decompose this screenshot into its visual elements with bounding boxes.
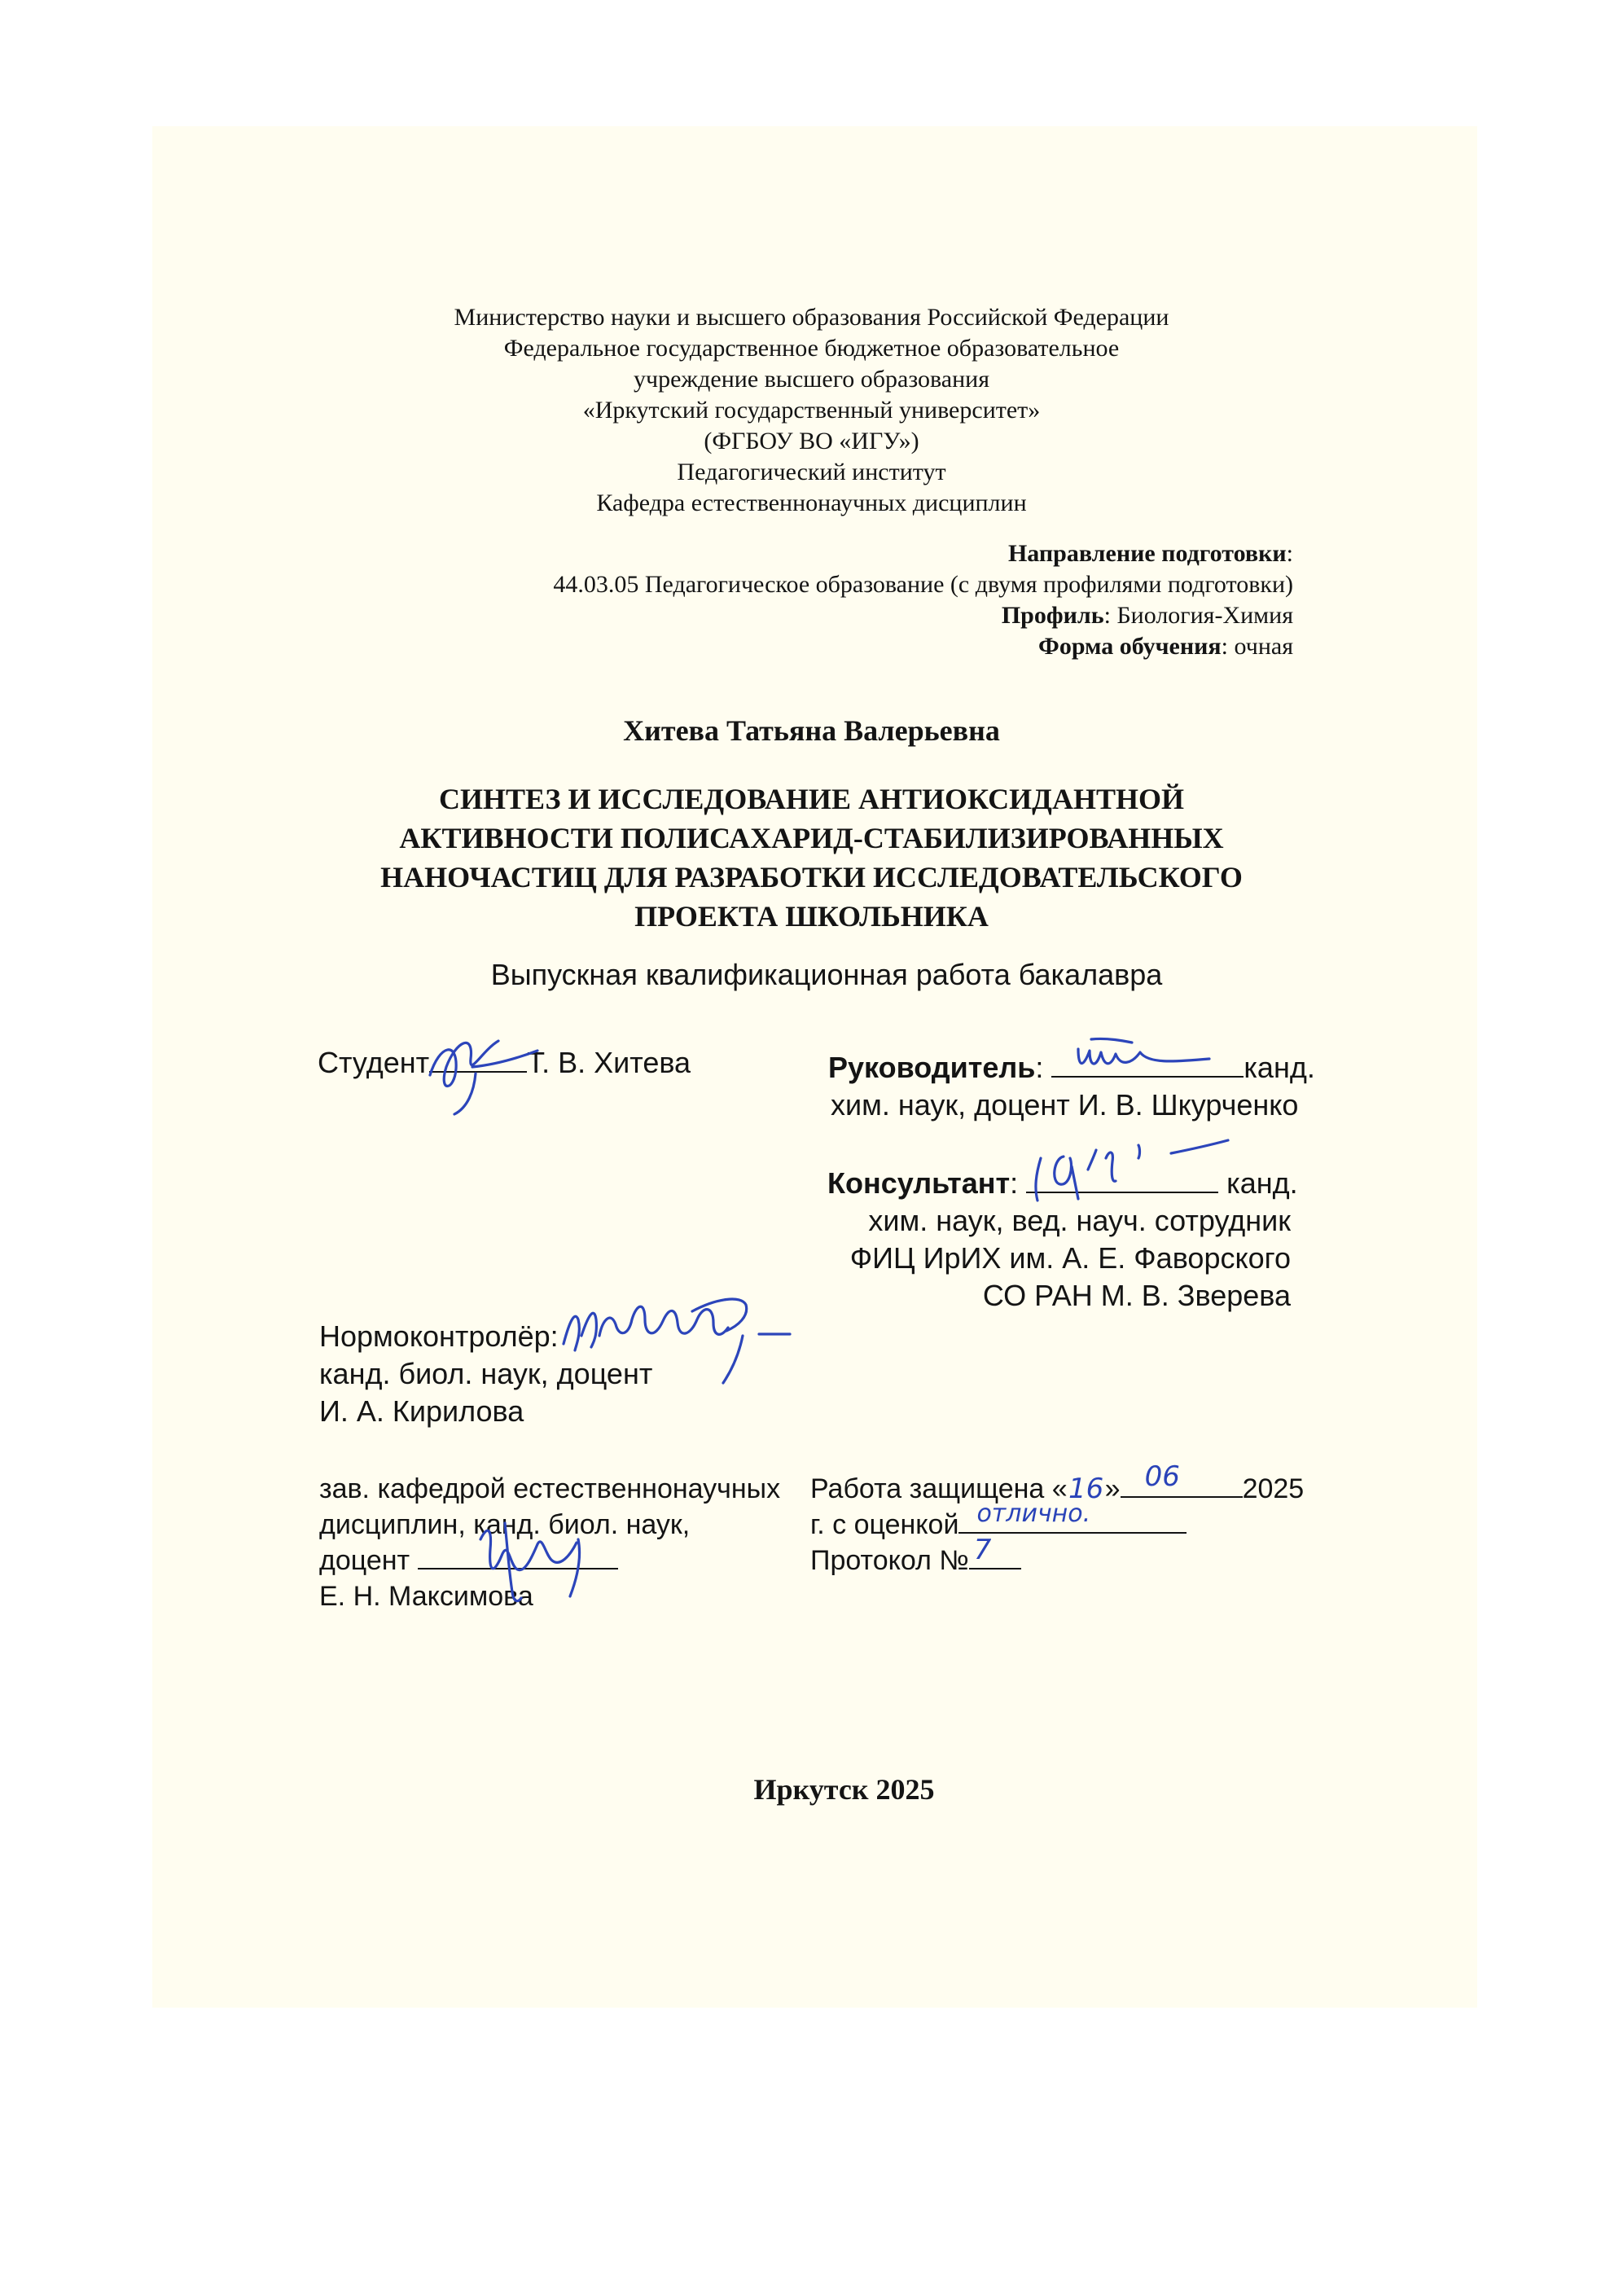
normocontrol-label: Нормоконтролёр: [319,1319,559,1353]
footer-city-year: Иркутск 2025 [753,1773,935,1806]
supervisor-degree: канд. [1244,1051,1315,1084]
department-name: Кафедра естественнонаучных дисциплин [596,489,1027,516]
student-name: Т. В. Хитева [527,1046,691,1079]
consultant-line-1: Консультант: канд. [827,1166,1298,1200]
protocol-blank [969,1534,1021,1569]
normocontrol-signature [554,1287,798,1385]
author-name: Хитева Татьяна Валерьевна [623,714,1000,747]
head-line-2: дисциплин, канд. биол. наук, [319,1509,691,1540]
protocol-number: 7 [973,1534,992,1566]
consultant-line-3: ФИЦ ИрИХ им. А. Е. Фаворского [849,1241,1291,1275]
thesis-title-line-2: АКТИВНОСТИ ПОЛИСАХАРИД-СТАБИЛИЗИРОВАННЫХ [399,822,1224,854]
direction-label-line: Направление подготовки: [1007,540,1293,567]
direction-value: 44.03.05 Педагогическое образование (с двумя профилями подготовки) [553,571,1293,598]
supervisor-signature [1075,1034,1213,1083]
consultant-signature [1024,1134,1236,1207]
profile-value: Биология-Химия [1116,602,1293,629]
institution-line-2: учреждение высшего образования [634,366,989,393]
defense-line-3 [810,1534,1021,1577]
study-form-value: очная [1234,633,1293,660]
study-form-line: Форма обучения: очная [1038,633,1293,660]
grade-blank [958,1499,1187,1534]
defense-prefix: Работа защищена « [810,1473,1068,1504]
institution-line-1: Федеральное государственное бюджетное образовательное [503,335,1120,362]
normocontrol-line-3: И. А. Кирилова [319,1394,524,1428]
supervisor-line-2: хим. наук, доцент И. В. Шкурченко [831,1088,1299,1122]
normocontrol-line-2: канд. биол. наук, доцент [319,1357,653,1390]
university-short-name: (ФГБОУ ВО «ИГУ») [704,428,919,454]
consultant-label: Консультант [827,1166,1011,1200]
consultant-degree: канд. [1226,1166,1298,1200]
profile-line: Профиль: Биология-Химия [1001,602,1293,629]
study-form-label: Форма обучения [1038,633,1222,660]
thesis-title-line-4: ПРОЕКТА ШКОЛЬНИКА [634,900,989,933]
grade-label: г. с оценкой [810,1509,959,1540]
defense-month: 06 [1144,1460,1180,1493]
head-line-1: зав. кафедрой естественнонаучных [319,1473,781,1504]
defense-sep: » [1104,1473,1121,1504]
head-signature [456,1507,619,1605]
university-name: «Иркутский государственный университет» [582,397,1041,424]
defense-grade: отлично. [976,1499,1091,1528]
student-signature [423,1026,546,1116]
work-type: Выпускная квалификационная работа бакалавра [490,958,1163,991]
profile-label: Профиль [1001,602,1104,629]
defense-month-blank [1121,1460,1243,1498]
head-title: доцент [319,1545,410,1576]
defense-day: 16 [1068,1473,1104,1505]
thesis-title-line-1: СИНТЕЗ И ИССЛЕДОВАНИЕ АНТИОКСИДАНТНОЙ [439,783,1184,815]
institute-name: Педагогический институт [677,459,946,485]
student-label: Студент [318,1046,430,1079]
head-name: Е. Н. Максимова [319,1581,533,1612]
thesis-title-line-3: НАНОЧАСТИЦ ДЛЯ РАЗРАБОТКИ ИССЛЕДОВАТЕЛЬСКОГО [380,861,1243,893]
ministry-line: Министерство науки и высшего образования Российской Федерации [454,304,1169,331]
direction-label: Направление подготовки [1007,540,1287,567]
protocol-label: Протокол № [810,1545,969,1576]
supervisor-label: Руководитель [828,1051,1036,1084]
consultant-line-4: СО РАН М. В. Зверева [982,1279,1291,1312]
consultant-line-2: хим. наук, вед. науч. сотрудник [868,1204,1291,1237]
supervisor-line-1: Руководитель: канд. [828,1051,1315,1084]
defense-year: 2025 [1242,1473,1305,1504]
defense-line-2 [810,1499,1187,1541]
